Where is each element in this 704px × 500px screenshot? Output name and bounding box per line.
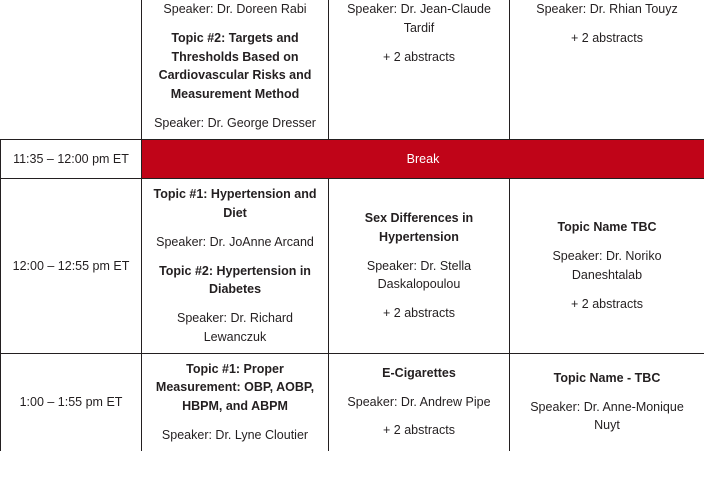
- session-line: Speaker: Dr. Lyne Cloutier: [161, 427, 309, 442]
- spacer: [337, 411, 501, 421]
- table-row-break: [1, 139, 704, 179]
- break-banner: Break: [142, 139, 704, 179]
- session-cell: [510, 179, 704, 353]
- table-row: [1, 353, 704, 451]
- session-topic: Topic #2: Hypertension in Diabetes: [159, 263, 311, 297]
- spacer: [518, 285, 696, 295]
- time-cell-empty: [1, 0, 142, 139]
- session-topic: Sex Differences in Hypertension: [364, 211, 474, 244]
- session-line: Speaker: Dr. Anne-Monique Nuyt: [530, 399, 684, 433]
- spacer: [150, 19, 320, 29]
- session-line: Speaker: Dr. Noriko Daneshtalab: [552, 249, 662, 282]
- spacer: [337, 247, 501, 257]
- session-line: Speaker: Dr. Jean-Claude Tardif: [347, 2, 491, 35]
- spacer: [337, 294, 501, 304]
- session-line: Speaker: Dr. George Dresser: [154, 115, 316, 130]
- session-cell: [329, 353, 510, 451]
- table-row: [1, 0, 704, 139]
- session-topic: Topic Name - TBC: [553, 370, 661, 385]
- session-cell: [142, 0, 329, 139]
- time-cell: 12:00 – 12:55 pm ET: [1, 179, 142, 353]
- spacer: [518, 237, 696, 247]
- session-cell: [329, 179, 510, 353]
- session-cell: [142, 179, 329, 353]
- time-cell: 1:00 – 1:55 pm ET: [1, 353, 142, 451]
- spacer: [150, 416, 320, 426]
- session-abstracts: + 2 abstracts: [383, 306, 455, 320]
- table-row: [1, 179, 704, 353]
- spacer: [518, 19, 696, 29]
- session-line: Speaker: Dr. Rhian Touyz: [536, 2, 678, 16]
- session-line: Speaker: Dr. Richard Lewanczuk: [176, 311, 294, 344]
- spacer: [337, 383, 501, 393]
- session-topic: Topic Name TBC: [557, 220, 657, 235]
- spacer: [150, 252, 320, 262]
- session-cell: [510, 0, 704, 139]
- session-line: Speaker: Dr. JoAnne Arcand: [156, 234, 314, 249]
- session-topic: Topic #1: Hypertension and Diet: [153, 187, 317, 220]
- spacer: [150, 104, 320, 114]
- session-line: Speaker: Dr. Stella Daskalopoulou: [366, 258, 472, 292]
- spacer: [518, 388, 696, 398]
- session-cell: [142, 353, 329, 451]
- session-topic: Topic #2: Targets and Thresholds Based on Cardiovascular Risks and Measurement Method: [158, 30, 312, 101]
- session-cell: [510, 353, 704, 451]
- session-abstracts: + 2 abstracts: [383, 49, 455, 64]
- session-line: Speaker: Dr. Andrew Pipe: [347, 394, 491, 409]
- session-topic: Topic #1: Proper Measurement: OBP, AOBP, HBPM, and ABPM: [155, 361, 315, 413]
- session-line: Speaker: Dr. Doreen Rabi: [163, 2, 307, 16]
- session-abstracts: + 2 abstracts: [383, 423, 455, 438]
- session-cell: [329, 0, 510, 139]
- spacer: [150, 299, 320, 309]
- spacer: [150, 223, 320, 233]
- session-abstracts: + 2 abstracts: [571, 30, 643, 45]
- spacer: [337, 38, 501, 48]
- time-cell: 11:35 – 12:00 pm ET: [1, 139, 142, 179]
- session-topic: E-Cigarettes: [382, 365, 456, 380]
- session-abstracts: + 2 abstracts: [571, 296, 643, 311]
